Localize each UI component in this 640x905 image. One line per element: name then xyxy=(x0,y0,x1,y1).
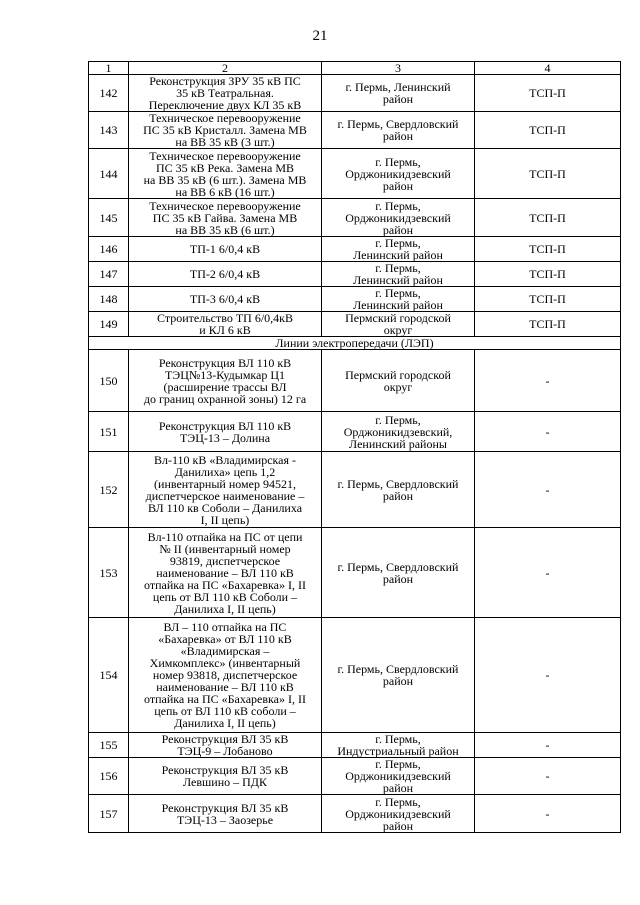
header-row xyxy=(89,62,621,75)
table-row xyxy=(89,452,621,528)
object-location: г. Пермь, Орджоникидзевский район xyxy=(322,795,475,833)
section-body xyxy=(89,337,621,350)
row-number: 144 xyxy=(89,149,129,199)
header-col-2: 2 xyxy=(129,62,322,75)
table-row xyxy=(89,618,621,733)
object-code: - xyxy=(475,350,621,412)
object-location: г. Пермь, Орджоникидзевский район xyxy=(322,199,475,237)
object-name: ВЛ – 110 отпайка на ПС «Бахаревка» от ВЛ 110 кВ «Владимирская – Химкомплекс» (инвентарный номер 93818, диспетчерское наименование – ВЛ 110 кВ отпайка на ПС «Бахаревка» I, II цепь от ВЛ 110 кВ соболи – Данилиха I, II цепь) xyxy=(129,618,322,733)
object-name: ТП-3 6/0,4 кВ xyxy=(129,287,322,312)
object-code: - xyxy=(475,733,621,758)
table-row xyxy=(89,262,621,287)
header-col-4: 4 xyxy=(475,62,621,75)
object-code: ТСП-П xyxy=(475,237,621,262)
row-number: 143 xyxy=(89,112,129,149)
object-code: ТСП-П xyxy=(475,199,621,237)
object-code: - xyxy=(475,528,621,618)
object-name: Техническое перевооружение ПС 35 кВ Река. Замена МВ на ВВ 35 кВ (6 шт.). Замена МВ на ВВ 6 кВ (16 шт.) xyxy=(129,149,322,199)
object-code: ТСП-П xyxy=(475,75,621,112)
row-number: 156 xyxy=(89,758,129,795)
object-name: Строительство ТП 6/0,4кВ и КЛ 6 кВ xyxy=(129,312,322,337)
object-location: г. Пермь, Ленинский район xyxy=(322,287,475,312)
header-col-3: 3 xyxy=(322,62,475,75)
page-number: 21 xyxy=(312,28,328,44)
object-code: - xyxy=(475,412,621,452)
row-number: 151 xyxy=(89,412,129,452)
table-row xyxy=(89,795,621,833)
table-row xyxy=(89,149,621,199)
table-body-a xyxy=(89,75,621,337)
object-location: г. Пермь, Свердловский район xyxy=(322,618,475,733)
object-name: Реконструкция ВЛ 35 кВ ТЭЦ-13 – Заозерье xyxy=(129,795,322,833)
table-row xyxy=(89,112,621,149)
object-location: Пермский городской округ xyxy=(322,350,475,412)
object-location: г. Пермь, Ленинский район xyxy=(322,262,475,287)
object-code: - xyxy=(475,618,621,733)
object-location: г. Пермь, Ленинский район xyxy=(322,237,475,262)
object-name: ТП-2 6/0,4 кВ xyxy=(129,262,322,287)
object-location: г. Пермь, Свердловский район xyxy=(322,112,475,149)
object-code: - xyxy=(475,795,621,833)
object-name: Реконструкция ВЛ 110 кВ ТЭЦ-13 – Долина xyxy=(129,412,322,452)
row-number: 148 xyxy=(89,287,129,312)
object-code: ТСП-П xyxy=(475,262,621,287)
object-name: Техническое перевооружение ПС 35 кВ Гайва. Замена МВ на ВВ 35 кВ (6 шт.) xyxy=(129,199,322,237)
row-number: 146 xyxy=(89,237,129,262)
header-col-1: 1 xyxy=(89,62,129,75)
row-number: 155 xyxy=(89,733,129,758)
row-number: 142 xyxy=(89,75,129,112)
row-number: 152 xyxy=(89,452,129,528)
object-location: г. Пермь, Свердловский район xyxy=(322,452,475,528)
table-row xyxy=(89,350,621,412)
object-name: Реконструкция ВЛ 110 кВ ТЭЦ№13-Кудымкар Ц1 (расширение трассы ВЛ до границ охранной зоны) 12 га xyxy=(129,350,322,412)
object-name: Техническое перевооружение ПС 35 кВ Кристалл. Замена МВ на ВВ 35 кВ (3 шт.) xyxy=(129,112,322,149)
section-row xyxy=(89,337,621,350)
object-location: г. Пермь, Орджоникидзевский район xyxy=(322,758,475,795)
row-number: 147 xyxy=(89,262,129,287)
object-location: г. Пермь, Свердловский район xyxy=(322,528,475,618)
object-code: - xyxy=(475,452,621,528)
row-number: 157 xyxy=(89,795,129,833)
object-name: Вл-110 отпайка на ПС от цепи № II (инвентарный номер 93819, диспетчерское наименование – ВЛ 110 кВ отпайка на ПС «Бахаревка» I, II цепь от ВЛ 110 кВ Соболи – Данилиха I, II цепь) xyxy=(129,528,322,618)
object-code: ТСП-П xyxy=(475,112,621,149)
object-location: г. Пермь, Орджоникидзевский район xyxy=(322,149,475,199)
object-name: Вл-110 кВ «Владимирская - Данилиха» цепь 1,2 (инвентарный номер 94521, диспетчерское наименование – ВЛ 110 кв Соболи – Данилиха I, II цепь) xyxy=(129,452,322,528)
object-code: - xyxy=(475,758,621,795)
object-location: Пермский городской округ xyxy=(322,312,475,337)
object-location: г. Пермь, Индустриальный район xyxy=(322,733,475,758)
row-number: 145 xyxy=(89,199,129,237)
objects-table xyxy=(88,61,621,833)
row-number: 149 xyxy=(89,312,129,337)
section-title: Линии электропередачи (ЛЭП) xyxy=(89,337,621,350)
object-code: ТСП-П xyxy=(475,287,621,312)
object-name: Реконструкция ЗРУ 35 кВ ПС 35 кВ Театральная. Переключение двух КЛ 35 кВ xyxy=(129,75,322,112)
row-number: 150 xyxy=(89,350,129,412)
object-code: ТСП-П xyxy=(475,312,621,337)
table-row xyxy=(89,412,621,452)
table-body-b xyxy=(89,350,621,833)
object-name: ТП-1 6/0,4 кВ xyxy=(129,237,322,262)
table-row xyxy=(89,758,621,795)
table-row xyxy=(89,287,621,312)
table-row xyxy=(89,733,621,758)
object-location: г. Пермь, Орджоникидзевский, Ленинский районы xyxy=(322,412,475,452)
table-row xyxy=(89,528,621,618)
object-code: ТСП-П xyxy=(475,149,621,199)
object-name: Реконструкция ВЛ 35 кВ ТЭЦ-9 – Лобаново xyxy=(129,733,322,758)
table-row xyxy=(89,75,621,112)
row-number: 153 xyxy=(89,528,129,618)
object-name: Реконструкция ВЛ 35 кВ Левшино – ПДК xyxy=(129,758,322,795)
object-location: г. Пермь, Ленинский район xyxy=(322,75,475,112)
table-row xyxy=(89,312,621,337)
row-number: 154 xyxy=(89,618,129,733)
table-row xyxy=(89,199,621,237)
table-row xyxy=(89,237,621,262)
